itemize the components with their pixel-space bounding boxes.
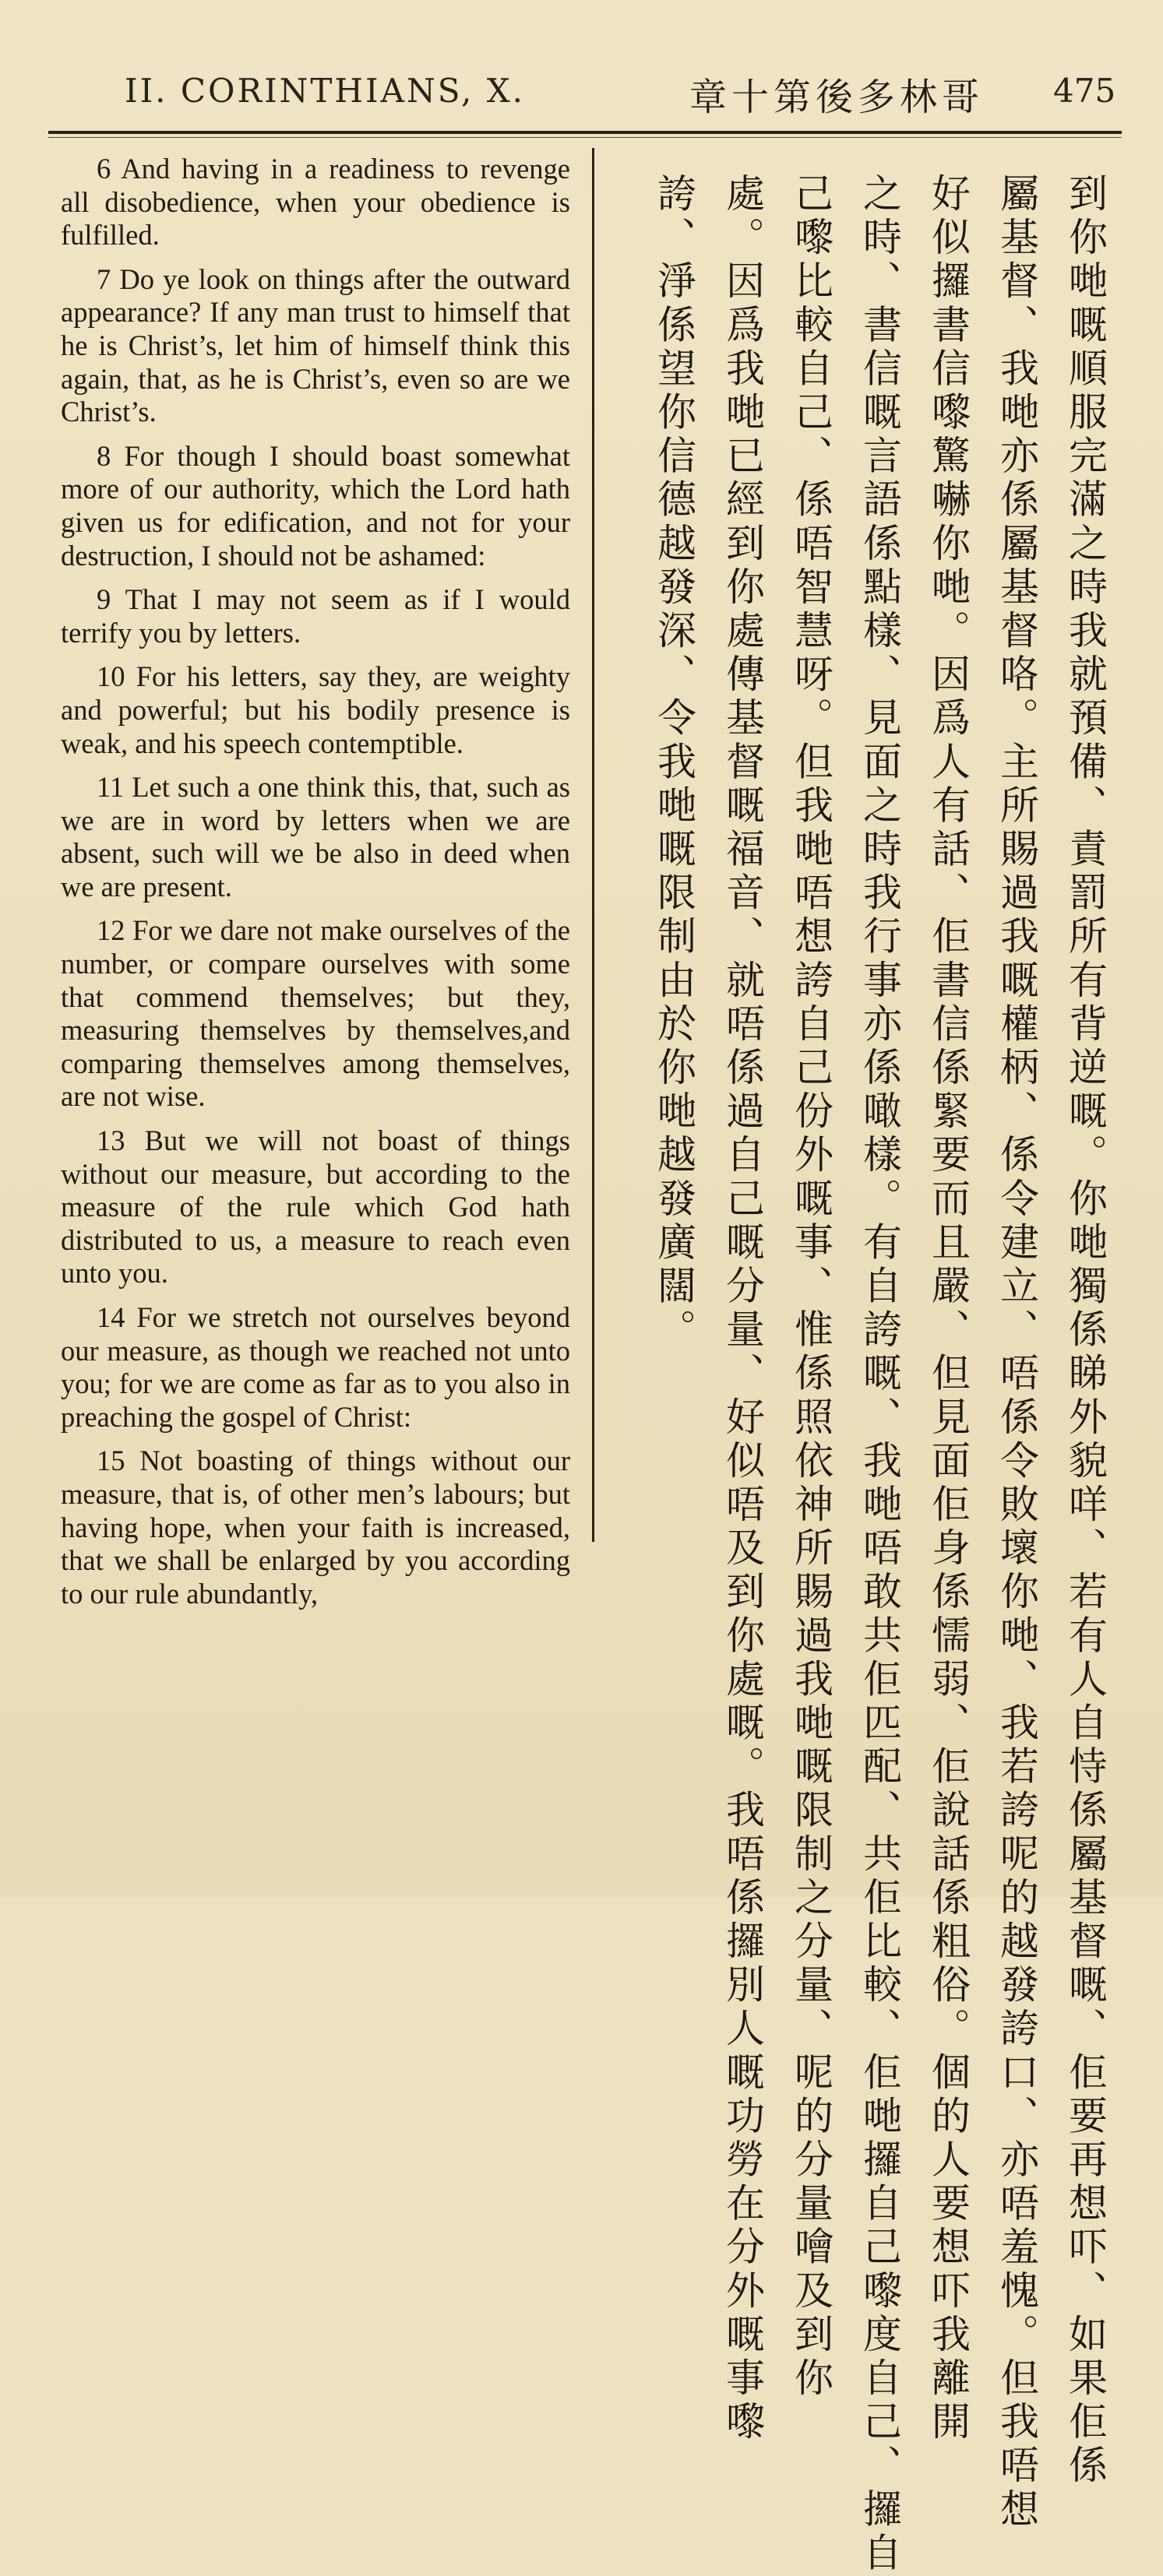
verse-6 (61, 153, 570, 252)
verse-text: For his letters, say they, are weighty and powerful; but his bodily presence is weak, and his speech contemptible. (61, 660, 570, 759)
verse-8 (61, 440, 570, 572)
verse-number: 10 (97, 660, 125, 693)
chinese-column-6: 處。因爲我哋已經到你處傳基督嘅福音、就唔係過自己嘅分量、好似唔及到你處嘅。我唔係攞別人嘅功勞在分外嘅事嚟 (720, 173, 765, 2445)
verse-11 (61, 771, 570, 903)
verse-9 (61, 583, 570, 649)
verse-number: 12 (97, 914, 125, 947)
running-title: II. CORINTHIANS, X. (125, 72, 525, 110)
verse-text: That I may not seem as if I would terrify you by letters. (61, 583, 570, 649)
verse-number: 14 (97, 1301, 125, 1333)
verse-text: Let such a one think this, that, such as we are in word by letters when we are absent, such will we be also in deed when we are present. (61, 771, 570, 903)
verse-number: 6 (97, 153, 111, 185)
verse-15 (61, 1445, 570, 1610)
chinese-column-2: 屬基督、我哋亦係屬基督咯。主所賜過我嘅權柄、係令建立、唔係令敗壞你哋、我若誇呢的越發誇口、亦唔羞愧。但我唔想 (994, 173, 1039, 2532)
verse-13 (61, 1124, 570, 1290)
verse-number: 15 (97, 1445, 125, 1477)
chinese-column-7: 誇、淨係望你信德越發深、令我哋嘅限制由於你哋越發廣闊。 (651, 173, 696, 1353)
chinese-running-title: 章十第後多林哥 (689, 76, 985, 119)
verse-number: 9 (97, 583, 111, 616)
verse-number: 7 (97, 262, 111, 295)
verse-text: And having in a readiness to revenge all disobedience, when your obedience is fulfilled. (61, 153, 570, 252)
chinese-column-1: 到你哋嘅順服完滿之時我就預備、責罰所有背逆嘅。你哋獨係睇外貌咩、若有人自恃係屬基督嘅、佢要再想吓、如果佢係 (1063, 173, 1108, 2489)
chinese-text-column (604, 173, 1118, 2576)
verse-14 (61, 1301, 570, 1434)
verse-12 (61, 914, 570, 1114)
verse-7 (61, 263, 570, 429)
page-number: 475 (1053, 72, 1116, 110)
verse-text: For we dare not make ourselves of the number, or compare ourselves with some that commend themselves; but they, measuring themselves by themselves,and comparing themselves among themselves, are not wise. (61, 914, 571, 1113)
verse-number: 13 (97, 1124, 125, 1157)
verse-10 (61, 660, 570, 760)
verse-text: For we stretch not ourselves beyond our measure, as though we reached not unto you; for we are come as far as to you also in preaching the gospel of Christ: (61, 1301, 570, 1433)
verse-text: Not boasting of things without our measure, that is, of other men’s labours; but having hope, when your faith is increased, that we shall be enlarged by you according to our rule abundantly, (61, 1445, 571, 1610)
chinese-column-4: 之時、書信嘅言語係點樣、見面之時我行事亦係噉樣。有自誇嘅、我哋唔敢共佢匹配、共佢比較、佢哋攞自己嚟度自己、攞自 (857, 173, 902, 2576)
chinese-column-5: 己嚟比較自己、係唔智慧呀。但我哋唔想誇自己份外嘅事、惟係照依神所賜過我哋嘅限制之分量、呢的分量噲及到你 (788, 173, 833, 2402)
page-header (0, 0, 1163, 148)
chinese-column-3: 好似攞書信嚟驚嚇你哋。因爲人有話、佢書信係緊要而且嚴、但見面佢身係懦弱、佢說話係粗俗。個的人要想吓我離開 (925, 173, 971, 2445)
english-text-column (61, 153, 570, 1621)
verse-number: 11 (97, 771, 125, 804)
header-rule (48, 131, 1122, 134)
verse-text: Do ye look on things after the outward appearance? If any man trust to himself that he is Christ’s, let him of himself think this again, that, as he is Christ’s, even so are we Christ’s. (61, 262, 571, 428)
column-divider (592, 148, 594, 1542)
header-rule-thin (48, 137, 1122, 138)
verse-text: But we will not boast of things without our measure, but according to the measure of the rule which God hath distributed to us, a measure to reach even unto you. (61, 1124, 570, 1290)
verse-text: For though I should boast somewhat more of our authority, which the Lord hath given us for edification, and not for your destruction, I should not be ashamed: (61, 439, 570, 572)
verse-number: 8 (97, 439, 111, 472)
